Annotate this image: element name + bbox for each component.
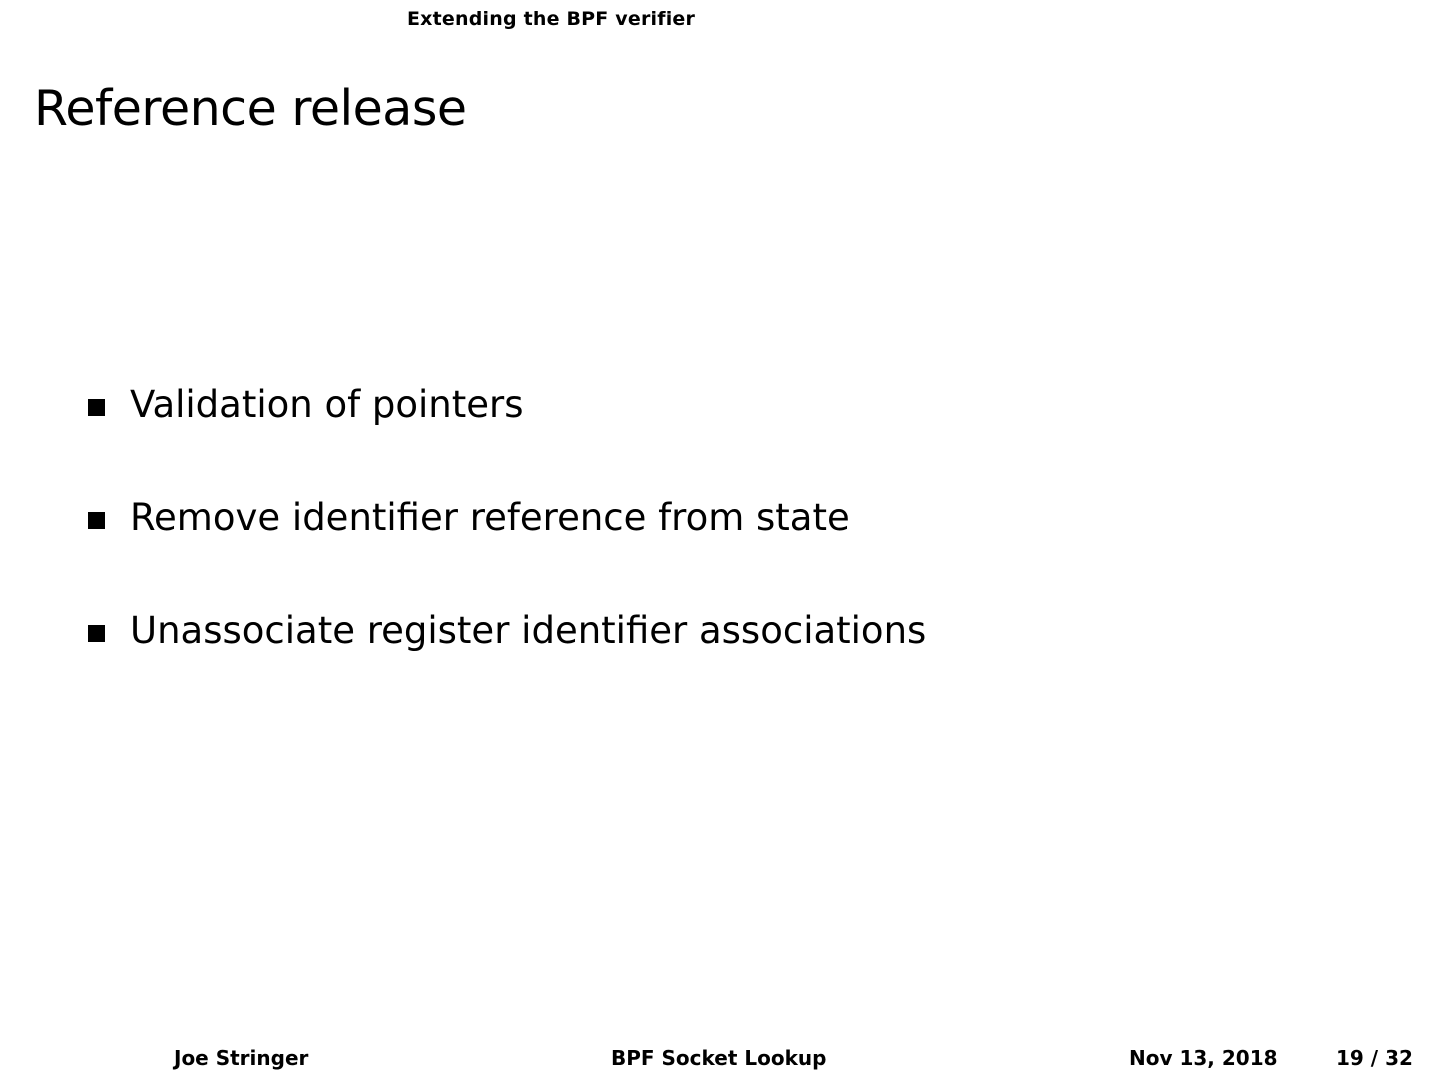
- footer-presentation-title: BPF Socket Lookup: [611, 1046, 827, 1070]
- bullet-text: Validation of pointers: [130, 382, 524, 426]
- bullet-list: [88, 378, 926, 717]
- square-bullet-icon: [88, 512, 105, 529]
- bullet-item: [88, 604, 926, 656]
- footer-author: Joe Stringer: [174, 1046, 309, 1070]
- square-bullet-icon: [88, 625, 105, 642]
- footer: [0, 1046, 1440, 1076]
- bullet-item: [88, 491, 926, 543]
- section-header: Extending the BPF verifier: [407, 8, 696, 30]
- bullet-text: Remove identifier reference from state: [130, 495, 850, 539]
- footer-page-number: 19 / 32: [1336, 1046, 1413, 1070]
- footer-date: Nov 13, 2018: [1129, 1046, 1278, 1070]
- square-bullet-icon: [88, 399, 105, 416]
- bullet-text: Unassociate register identifier associations: [130, 608, 927, 652]
- bullet-item: [88, 378, 926, 430]
- slide-title: Reference release: [34, 80, 467, 137]
